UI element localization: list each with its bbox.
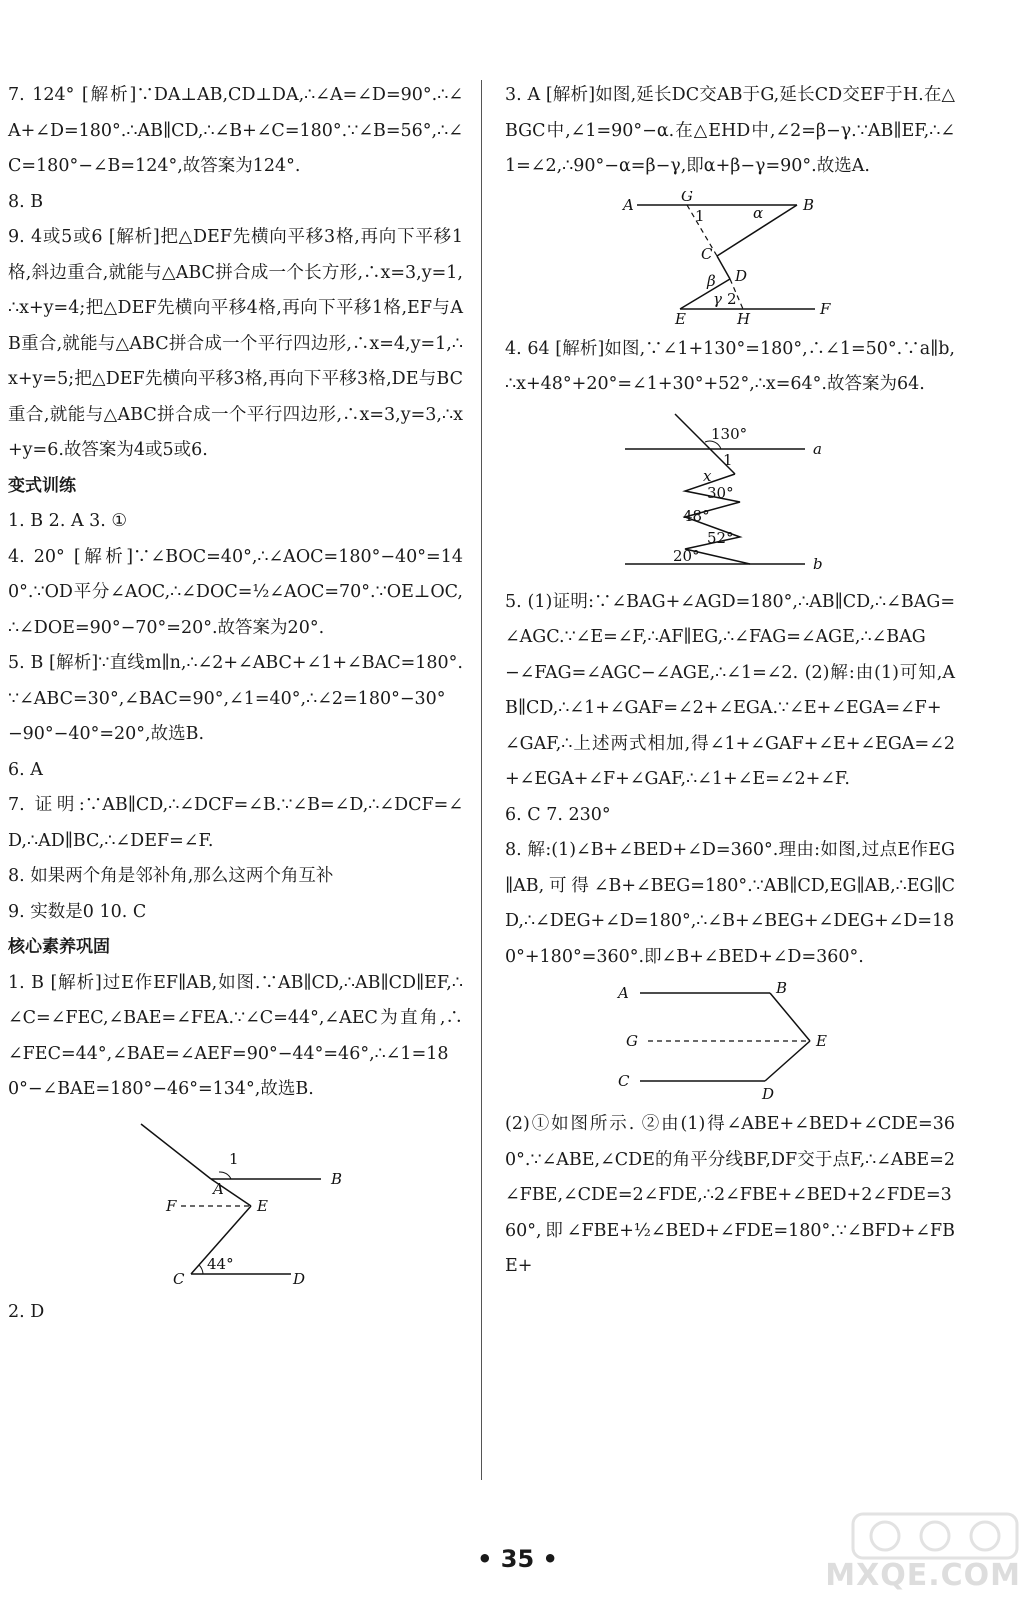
fig8-label: A (618, 984, 629, 1002)
fig3-label: 1 (695, 206, 705, 225)
fig3-label: γ (713, 289, 722, 308)
answer-9: 9. 4或5或6 [解析]把△DEF先横向平移3格,再向下平移1格,斜边重合,就能与△ABC拼合成一个长方形,∴x=3,y=1,∴x+y=4;把△DEF先横向平移4格,再向下平移1格,EF与AB重合,就能与△ABC拼合成一个平行四边形,∴x=4,y=1,∴x+y=5;把△DEF先横向平移3格,再向下平移3格,DE与BC重合,就能与△ABC拼合成一个平行四边形,∴x=3,y=3,∴x+y=6.故答案为4或5或6. (8, 227, 463, 460)
fig-left-label: 44° (206, 1254, 234, 1273)
figure-bent-parallel (610, 981, 850, 1101)
figure-parallel-ab-cd (121, 1114, 351, 1289)
fig4-label: 130° (711, 424, 748, 443)
variant-answers-9-10: 9. 实数是0 10. C (8, 901, 147, 922)
fig3-label: 2 (727, 289, 737, 308)
core-answer-3: 3. A [解析]如图,延长DC交AB于G,延长CD交EF于H.在△BGC中,∠1=90°−α.在△EHD中,∠2=β−γ.∵AB∥EF,∴∠1=∠2,∴90°−α=β−γ,即α+β−γ=90°.故选A. (505, 85, 955, 176)
variant-answer-8: 8. 如果两个角是邻补角,那么这两个角互补 (8, 866, 334, 886)
fig-left-label: F (165, 1196, 176, 1215)
fig4-label: a (813, 439, 822, 458)
variant-answer-7: 7. 证明:∵AB∥CD,∴∠DCF=∠B.∵∠B=∠D,∴∠DCF=∠D,∴AD∥BC,∴∠DEF=∠F. (8, 795, 463, 851)
core-answer-5: 5. (1)证明:∵∠BAG+∠AGD=180°,∴AB∥CD,∴∠BAG=∠AGC.∵∠E=∠F,∴AF∥EG,∴∠FAG=∠AGE,∴∠BAG−∠FAG=∠AGC−∠AGE,∴∠1=∠2. (2)解:由(1)可知,AB∥CD,∴∠1+∠GAF=∠2+∠EGA.∵∠E+∠EGA=∠F+∠GAF,∴上述两式相加,得∠1+∠GAF+∠E+∠EGA=∠2+∠EGA+∠F+∠GAF,∴∠1+∠E=∠2+∠F. (505, 591, 955, 789)
core-answer-1: 1. B [解析]过E作EF∥AB,如图.∵AB∥CD,∴AB∥CD∥EF,∴∠C=∠FEC,∠BAE=∠FEA.∵∠C=44°,∠AEC为直角,∴∠FEC=44°,∠BAE=∠AEF=90°−44°=46°,∴∠1=180°−∠BAE=180°−46°=134°,故选B. (8, 972, 463, 1099)
variant-answer-6: 6. A (8, 759, 43, 780)
core-answer-8-part1: 8. 解:(1)∠B+∠BED+∠D=360°.理由:如图,过点E作EG∥AB,可得∠B+∠BEG=180°.∵AB∥CD,EG∥AB,∴EG∥CD,∴∠DEG+∠D=180°,∴∠B+∠BEG+∠DEG+∠D=180°+180°=360°.即∠B+∠BED+∠D=360°. (505, 840, 955, 967)
left-column (8, 78, 463, 1330)
fig8-label: D (762, 1085, 775, 1101)
fig3-label: E (675, 309, 686, 326)
fig3-label: H (737, 309, 751, 326)
answer-8: 8. B (8, 191, 44, 212)
fig8-label: E (816, 1032, 827, 1050)
watermark-text: MXQE.COM (825, 1558, 1021, 1593)
fig-left-label: A (212, 1179, 224, 1198)
core-answer-8-part2: (2)①如图所示. ②由(1)得∠ABE+∠BED+∠CDE=360°.∵∠ABE,∠CDE的角平分线BF,DF交于点F,∴∠ABE=2∠FBE,∠CDE=2∠FDE,∴2∠FBE+∠BED+2∠FDE=360°,即∠FBE+½∠BED+∠FDE=180°.∵∠BFD+∠FBE+ (505, 1114, 955, 1276)
fig8-label: G (626, 1032, 638, 1050)
fig4-label: 30° (707, 483, 734, 502)
fig4-label: 52° (707, 528, 734, 547)
column-divider (481, 80, 482, 1480)
core-answer-2: 2. D (8, 1301, 45, 1322)
fig4-label: 48° (683, 506, 710, 525)
fig4-label: 20° (673, 546, 700, 565)
fig3-label: α (753, 203, 764, 222)
fig3-label: β (707, 271, 716, 290)
variant-answer-5: 5. B [解析]∵直线m∥n,∴∠2+∠ABC+∠1+∠BAC=180°.∵∠ABC=30°,∠BAC=90°,∠1=40°,∴∠2=180°−30°−90°−40°=20°,故选B. (8, 653, 463, 744)
figure-zigzag-a-b (615, 409, 845, 579)
fig4-label: 1 (723, 450, 733, 469)
page-number: • 35 • (477, 1545, 558, 1573)
core-answers-6-7: 6. C 7. 230° (505, 804, 611, 825)
fig-left-label: E (256, 1196, 268, 1215)
fig3-label: C (701, 244, 713, 263)
section-title-variant-training: 变式训练 (8, 475, 76, 496)
answer-7: 7. 124° [解析]∵DA⊥AB,CD⊥DA,∴∠A=∠D=90°.∴∠A+∠D=180°.∴AB∥CD,∴∠B+∠C=180°.∵∠B=56°,∴∠C=180°−∠B=124°,故答案为124°. (8, 85, 463, 176)
fig-left-label: B (330, 1169, 342, 1188)
fig3-label: D (735, 266, 748, 285)
fig3-label: B (803, 195, 815, 214)
fig-left-label: 1 (228, 1149, 239, 1168)
fig-left-label: D (292, 1269, 305, 1288)
section-title-core-literacy: 核心素养巩固 (8, 937, 110, 957)
core-answer-4: 4. 64 [解析]如图,∵∠1+130°=180°,∴∠1=50°.∵a∥b,∴x+48°+20°=∠1+30°+52°,∴x=64°.故答案为64. (505, 338, 955, 394)
variant-answers-1-3: 1. B 2. A 3. ① (8, 511, 128, 531)
figure-zigzag-ab-ef (615, 191, 845, 326)
fig8-label: C (618, 1072, 630, 1090)
fig4-label: x (703, 466, 712, 485)
fig-left-label: C (172, 1269, 184, 1288)
fig4-label: b (813, 554, 823, 573)
fig8-label: B (776, 981, 788, 997)
fig3-label: G (681, 190, 693, 205)
variant-answer-4: 4. 20° [解析]∵∠BOC=40°,∴∠AOC=180°−40°=140°.∵OD平分∠AOC,∴∠DOC=½∠AOC=70°.∵OE⊥OC,∴∠DOE=90°−70°=20°.故答案为20°. (8, 546, 463, 638)
fig3-label: A (623, 195, 634, 214)
fig3-label: F (820, 299, 831, 318)
right-column (505, 78, 955, 1285)
